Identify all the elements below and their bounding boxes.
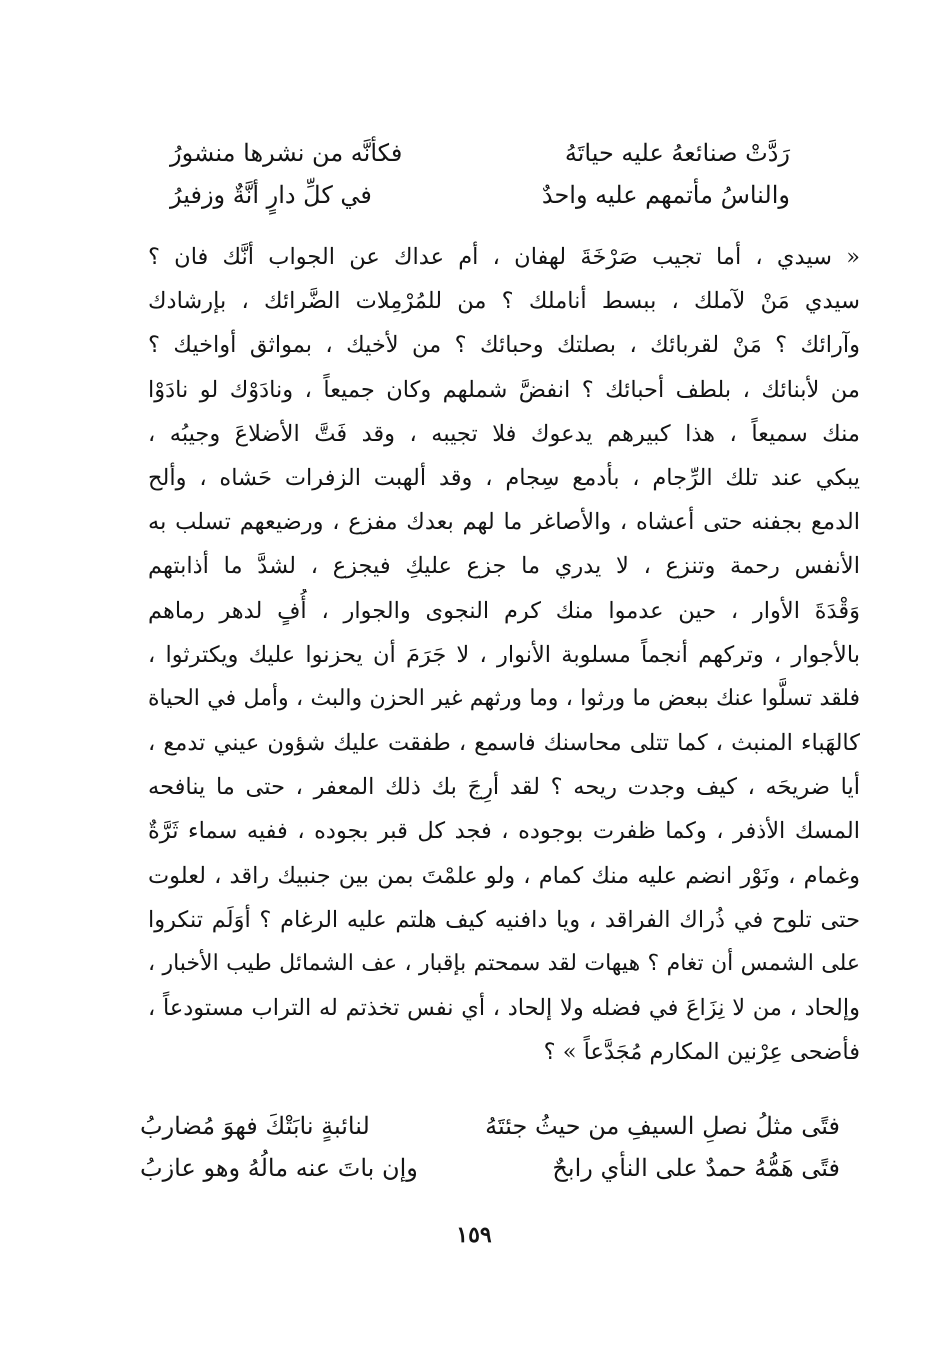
prose-line: منك سميعاً ، هذا كبيرهم يدعوك فلا تجيبه ، وقد فَتَّ الأضلاعَ وجيبُه ، (148, 420, 860, 447)
prose-line: حتى تلوح في ذُراك الفراقد ، ويا دافنيه كيف هلتم عليه الرغام ؟ أوَلَم تنكروا (148, 906, 860, 933)
prose-line: يبكي عند تلك الرِّجام ، بأدمع سِجام ، وقد ألهبت الزفرات حَشاه ، وألح (148, 464, 860, 491)
prose-line: الأنفس رحمة وتنزع ، لا يدري ما جزع عليكِ فيجزع ، لشدَّ ما أذابتهم (148, 553, 860, 580)
page-number: ١٥٩ (456, 1222, 492, 1248)
prose-line: وَقْدَةَ الأوار ، حين عدموا منك كرم النجوى والجوار ، أُفٍ لدهر رماهم (148, 597, 860, 624)
verse-line (140, 1105, 840, 1147)
verse-second-hemistich: فكأنَّه من نشرها منشورُ (170, 139, 403, 167)
prose-line: وغمام ، ونَوْر انضم عليه منك كمام ، ولو علمْتَ بمن بين جنبيك راقد ، لعلوت (148, 862, 860, 889)
prose-line: الدمع بجفنه حتى أعشاه ، والأصاغر ما لهم بعدك مفزع ، ورضيعهم تسلب به (148, 509, 860, 536)
verse-second-hemistich: وإن باتَ عنه مالُهُ وهو عازبُ (140, 1154, 418, 1182)
prose-line: « سيدي ، أما تجيب صَرْخَةَ لهفان ، أم عداك عن الجواب أنَّك فان ؟ (148, 244, 860, 270)
prose-line: سيدي مَنْ لآملك ، ببسط أناملك ؟ من للمُرْمِلات الضَّرائك ، بإرشادك (148, 288, 860, 315)
prose-line: فأضحى عِرْنين المكارم مُجَدَّعاً » ؟ (543, 1039, 860, 1066)
verse-first-hemistich: رَدَّتْ صنائعهُ عليه حياتَهُ (564, 139, 790, 167)
prose-line: بالأجوار ، وتركهم أنجماً مسلوبة الأنوار ، لا جَرَمَ أن يحزنوا عليك ويكترثوا ، (148, 641, 860, 668)
verse-line (140, 1147, 840, 1189)
verse-second-hemistich: في كلِّ دارٍ أنَّةٌ وزفيرُ (170, 181, 372, 209)
verse-first-hemistich: فتًى هَمُّهُ حمدٌ على النأي رابحٌ (552, 1154, 840, 1182)
prose-line: وآرائك ؟ مَنْ لقربائك ، بصلتك وحبائك ؟ من لأخيك ، بمواثق أواخيك ؟ (148, 332, 860, 359)
prose-line: وإلحاد ، من لا نِزَاعَ في فضله ولا إلحاد ، أي نفس تخذتم له التراب مستودعاً ، (148, 995, 860, 1022)
prose-line: أيا ضريحَه ، كيف وجدت ريحه ؟ لقد أرِجَ بك ذلك المعفر ، حتى ما ينافحه (148, 774, 860, 801)
verse-line (170, 132, 790, 174)
prose-line: فلقد تسلَّوا عنك ببعض ما ورثوا ، وما ورثهم غير الحزن والبث ، وأمل في الحياة (148, 685, 860, 711)
prose-line: من لأبنائك ، بلطف أحبائك ؟ انفضَّ شملهم وكان جميعاً ، ونادَوْك لو نادَوْا (148, 376, 860, 403)
prose-line: على الشمس أن تغام ؟ هيهات لقد سمحتم بإقبار ، عف الشمائل طيب الأخبار ، (148, 951, 860, 976)
prose-line: كالهَباء المنبث ، كما تتلى محاسنك فاسمع ، طفقت عليك شؤون عيني تدمع ، (148, 730, 860, 757)
verse-first-hemistich: والناسُ مأتمهم عليه واحدٌ (541, 181, 790, 209)
prose-line: المسك الأذفر ، وكما ظفرت بوجوده ، فجد كل قبر بجوده ، ففيه سماء ثَرَّةٌ (148, 818, 860, 845)
verse-line (170, 174, 790, 216)
elegy-prose (148, 235, 860, 1075)
verse-first-hemistich: فتًى مثلُ نصلِ السيفِ من حيثُ جئتَهُ (485, 1112, 840, 1140)
verse-second-hemistich: لنائبةٍ نابَتْكَ فهوَ مُضاربُ (140, 1112, 370, 1140)
closing-verses (140, 1105, 840, 1189)
opening-verses (170, 132, 790, 216)
